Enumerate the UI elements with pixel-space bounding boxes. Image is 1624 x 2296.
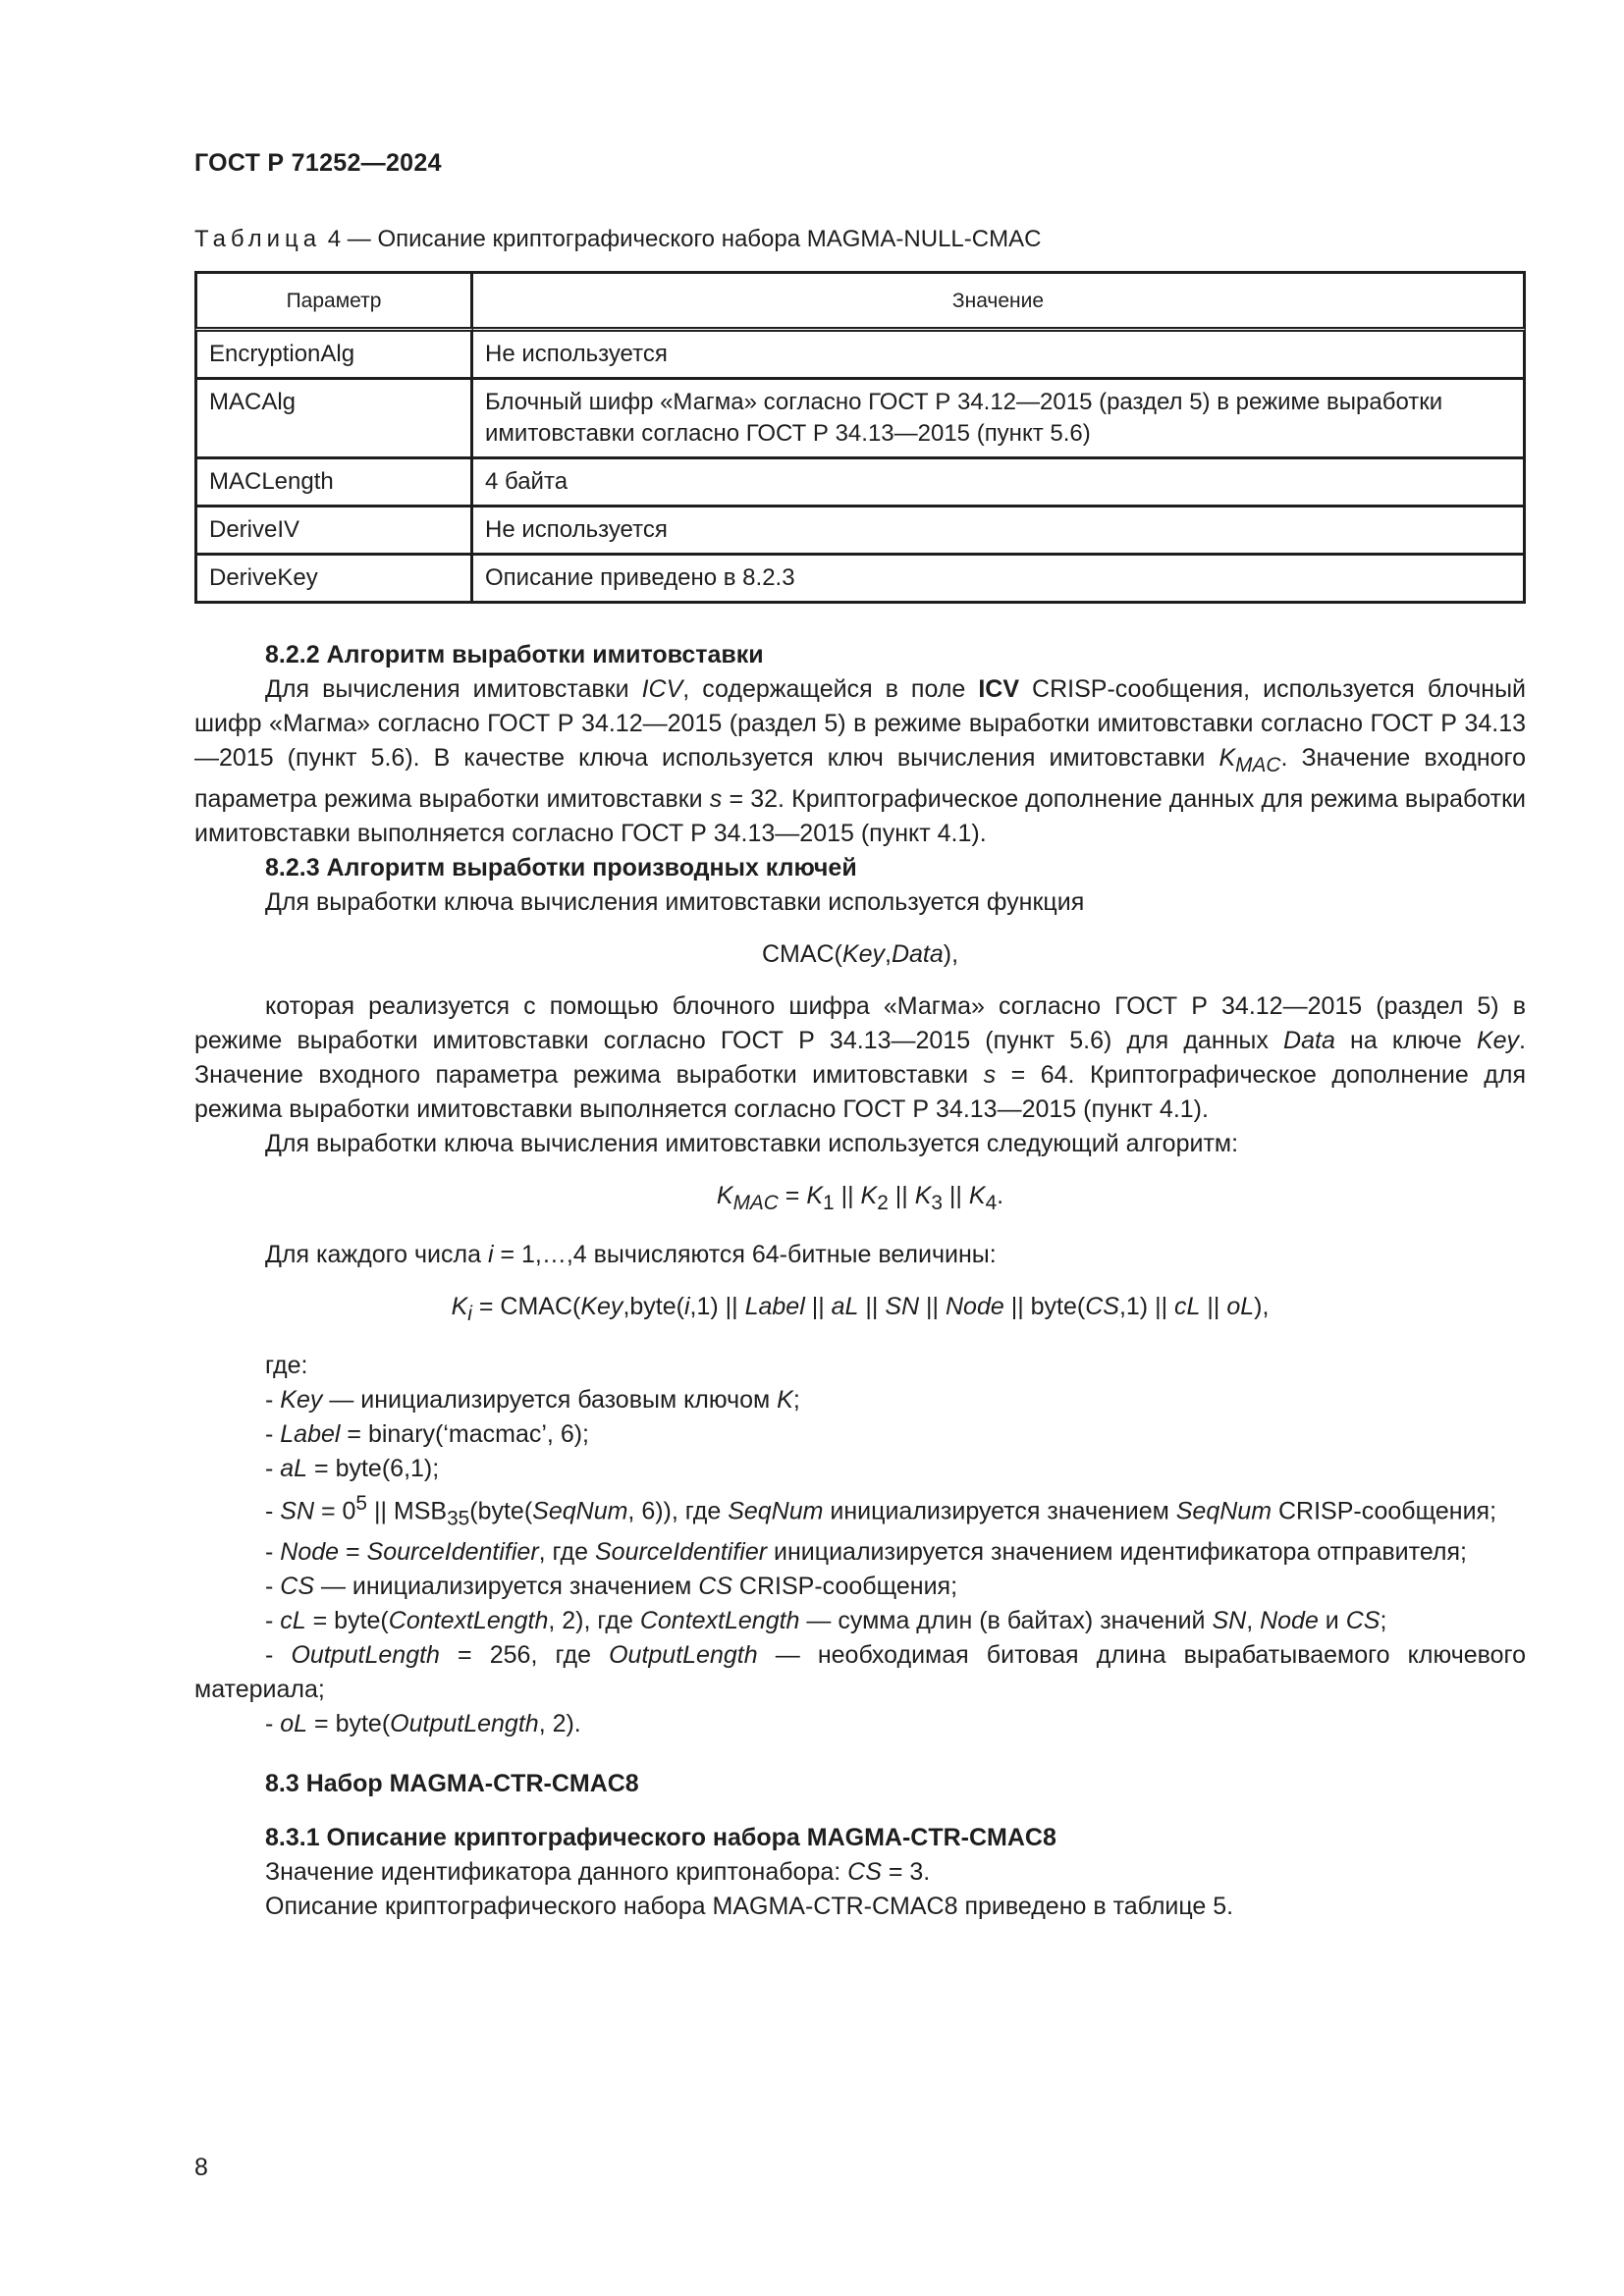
parameters-table [194, 271, 1526, 604]
formula-kmac: $K_{MAC} = K_1$ || $K_2$ || $K_3$ || $K_4$. [716, 1182, 1004, 1214]
cell-value: Блочный шифр «Магма» согласно ГОСТ Р 34.12—2015 (раздел 5) в режиме выработки имитовставки согласно ГОСТ Р 34.13—2015 (пункт 5.6) [473, 380, 1526, 459]
list-item: - CS — инициализируется значением CS CRISP-сообщения; [265, 1573, 958, 1601]
cell-parameter: MACLength [194, 459, 473, 507]
paragraph-algorithm-intro: Для выработки ключа вычисления имитовставки используется следующий алгоритм: [265, 1130, 1239, 1157]
page-number: 8 [194, 2154, 208, 2181]
column-header-value: Значение [473, 271, 1526, 332]
table-caption-text: 4 — Описание криптографического набора MAGMA-NULL-CMAC [327, 226, 1042, 252]
cell-value: 4 байта [473, 459, 1526, 507]
table-row [194, 380, 1526, 459]
cell-parameter: DeriveKey [194, 556, 473, 604]
list-item: - Label = binary(‘macmac’, 6); [265, 1420, 589, 1448]
paragraph-cmac-description: которая реализуется с помощью блочного шифра «Магма» согласно ГОСТ Р 34.12—2015 (раздел 5) в режиме выработки имитовставки согласно ГОСТ Р 34.13—2015 (пункт 5.6) для данных Data на ключе Key. Значение входного параметра режима выработки имитовставки s = 64. Криптографическое дополнение для режима выработки имитовставки выполняется согласно ГОСТ Р 34.13—2015 (пункт 4.1). [194, 992, 1526, 1123]
table-row [194, 459, 1526, 507]
list-item: - aL = byte(6,1); [265, 1455, 440, 1482]
table-caption [194, 226, 1041, 253]
body-text [194, 638, 1526, 1924]
list-item: - OutputLength = 256, где OutputLength — необходимая битовая длина вырабатываемого ключевого материала; [194, 1641, 1526, 1704]
cell-parameter: MACAlg [194, 380, 473, 459]
formula-ki: $K_i$ = CMAC(Key,byte(i,1) || Label || aL || SN || Node || byte(CS,1) || cL || oL), [451, 1293, 1270, 1325]
cell-value: Не используется [473, 332, 1526, 380]
list-item: - oL = byte(OutputLength, 2). [265, 1710, 581, 1738]
paragraph-cmac-intro: Для выработки ключа вычисления имитовставки используется функция [265, 888, 1085, 916]
document-id: ГОСТ Р 71252—2024 [194, 149, 442, 177]
formula-cmac: CMAC(Key,Data), [761, 940, 959, 968]
paragraph-mac-algorithm: Для вычисления имитовставки ICV, содержащейся в поле ICV CRISP-сообщения, используется блочный шифр «Магма» согласно ГОСТ Р 34.12—2015 (раздел 5) в режиме выработки имитовставки согласно ГОСТ Р 34.13—2015 (пункт 5.6). В качестве ключа используется ключ вычисления имитовставки $K_{MAC}$. Значение входного параметра режима выработки имитовставки s = 32. Криптографическое дополнение данных для режима выработки имитовставки выполняется согласно ГОСТ Р 34.13—2015 (пункт 4.1). [194, 675, 1527, 847]
where-label: где: [265, 1352, 308, 1379]
section-heading-8-2-2: 8.2.2 Алгоритм выработки имитовставки [265, 641, 764, 668]
table-header-row [194, 271, 1526, 332]
paragraph-cs-value: Значение идентификатора данного криптонабора: CS = 3. [265, 1858, 931, 1887]
list-item: - SN = $0^5$ || $MSB_{35}(byte(SeqNum$, 6)), где SeqNum инициализируется значением SeqNum CRISP-сообщения; [265, 1492, 1497, 1530]
list-item: - cL = byte(ContextLength, 2), где ContextLength — сумма длин (в байтах) значений SN, Node и CS; [265, 1607, 1387, 1635]
table-row [194, 507, 1526, 556]
table-caption-word: Таблица [194, 226, 322, 252]
section-heading-8-2-3: 8.2.3 Алгоритм выработки производных ключей [265, 854, 857, 881]
paragraph-table5-ref: Описание криптографического набора MAGMA-CTR-CMAC8 приведено в таблице 5. [265, 1893, 1234, 1921]
section-heading-8-3: 8.3 Набор MAGMA-CTR-CMAC8 [265, 1770, 639, 1798]
paragraph-each-number: Для каждого числа i = 1,…,4 вычисляются 64-битные величины: [265, 1241, 997, 1268]
list-item: - Key — инициализируется базовым ключом K; [265, 1386, 800, 1414]
cell-value: Не используется [473, 507, 1526, 556]
section-heading-8-3-1: 8.3.1 Описание криптографического набора MAGMA-CTR-CMAC8 [265, 1824, 1056, 1852]
cell-parameter: EncryptionAlg [194, 332, 473, 380]
column-header-parameter: Параметр [194, 271, 473, 332]
cell-value: Описание приведено в 8.2.3 [473, 556, 1526, 604]
table-row [194, 556, 1526, 604]
table-row [194, 332, 1526, 380]
list-item: - Node = SourceIdentifier, где SourceIdentifier инициализируется значением идентификатора отправителя; [265, 1538, 1467, 1567]
cell-parameter: DeriveIV [194, 507, 473, 556]
